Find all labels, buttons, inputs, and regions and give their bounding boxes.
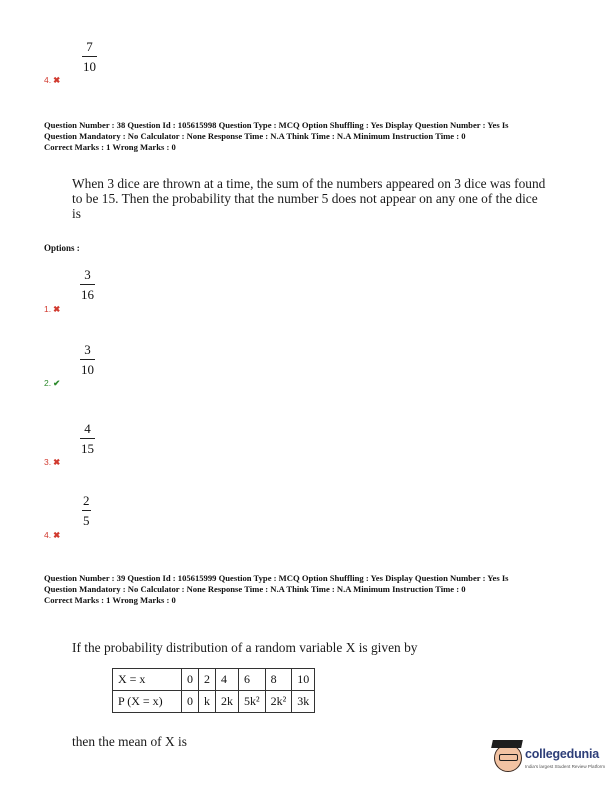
check-icon: ✔ bbox=[53, 378, 61, 388]
table-cell: 6 bbox=[239, 669, 266, 691]
table-cell: 0 bbox=[182, 691, 199, 713]
q38-meta-line3: Correct Marks : 1 Wrong Marks : 0 bbox=[44, 142, 176, 152]
q38-option-4-index: 4. ✖ bbox=[44, 530, 61, 540]
table-cell: k bbox=[199, 691, 216, 713]
collegedunia-logo bbox=[494, 742, 606, 776]
table-cell: 0 bbox=[182, 669, 199, 691]
wrong-icon: ✖ bbox=[53, 530, 61, 540]
q38-option-1-index: 1. ✖ bbox=[44, 304, 61, 314]
logo-brand: collegedunia bbox=[525, 747, 600, 761]
wrong-icon: ✖ bbox=[53, 304, 61, 314]
table-cell: 3k bbox=[292, 691, 315, 713]
q38-option-1-fraction[interactable]: 3 16 bbox=[81, 267, 94, 302]
q39-question-outro: then the mean of X is bbox=[72, 734, 187, 749]
logo-tagline: India's largest Student Review Platform bbox=[525, 764, 606, 769]
q38-meta-line2: Question Mandatory : No Calculator : None Response Time : N.A Think Time : N.A Minimum Instruction Time : 0 bbox=[44, 131, 466, 141]
fraction-bar bbox=[82, 56, 97, 57]
q38-option-4-fraction[interactable]: 2 5 bbox=[83, 493, 90, 528]
table-cell: 10 bbox=[292, 669, 315, 691]
fraction-numerator: 7 bbox=[86, 39, 93, 54]
prev-option-4-index: 4. ✖ bbox=[44, 75, 61, 85]
table-cell: 2k bbox=[216, 691, 239, 713]
q38-option-2-index: 2. ✔ bbox=[44, 378, 61, 388]
glasses-icon bbox=[499, 754, 518, 761]
table-row-label: P (X = x) bbox=[113, 691, 182, 713]
table-cell: 5k² bbox=[239, 691, 266, 713]
q39-meta-line3: Correct Marks : 1 Wrong Marks : 0 bbox=[44, 595, 176, 605]
graduation-cap-icon bbox=[491, 740, 523, 748]
q38-option-3-fraction[interactable]: 4 15 bbox=[81, 421, 94, 456]
table-cell: 8 bbox=[265, 669, 292, 691]
q38-option-3-index: 3. ✖ bbox=[44, 457, 61, 467]
wrong-icon: ✖ bbox=[53, 457, 61, 467]
fraction-denominator: 10 bbox=[83, 59, 96, 74]
q38-question-text: When 3 dice are thrown at a time, the sum of the numbers appeared on 3 dice was found to be 15. Then the probability that the number 5 does not appear on any one of the dice is bbox=[72, 176, 546, 221]
q38-meta bbox=[44, 120, 509, 153]
prev-option-4-fraction bbox=[82, 40, 97, 73]
q39-meta-line1: Question Number : 39 Question Id : 105615999 Question Type : MCQ Option Shuffling : Yes Display Question Number : Yes Is bbox=[44, 573, 509, 583]
q38-option-2-fraction[interactable]: 3 10 bbox=[81, 342, 94, 377]
probability-distribution-table bbox=[112, 668, 315, 713]
table-cell: 2k² bbox=[265, 691, 292, 713]
table-cell: 4 bbox=[216, 669, 239, 691]
table-cell: 2 bbox=[199, 669, 216, 691]
q38-meta-line1: Question Number : 38 Question Id : 105615998 Question Type : MCQ Option Shuffling : Yes Display Question Number : Yes Is bbox=[44, 120, 509, 130]
table-row bbox=[113, 669, 315, 691]
q38-options-label: Options : bbox=[44, 243, 80, 253]
wrong-icon: ✖ bbox=[53, 75, 61, 85]
q39-question-intro: If the probability distribution of a random variable X is given by bbox=[72, 640, 418, 655]
table-row-label: X = x bbox=[113, 669, 182, 691]
table-row bbox=[113, 691, 315, 713]
q39-meta-line2: Question Mandatory : No Calculator : None Response Time : N.A Think Time : N.A Minimum Instruction Time : 0 bbox=[44, 584, 466, 594]
q39-meta bbox=[44, 573, 509, 606]
